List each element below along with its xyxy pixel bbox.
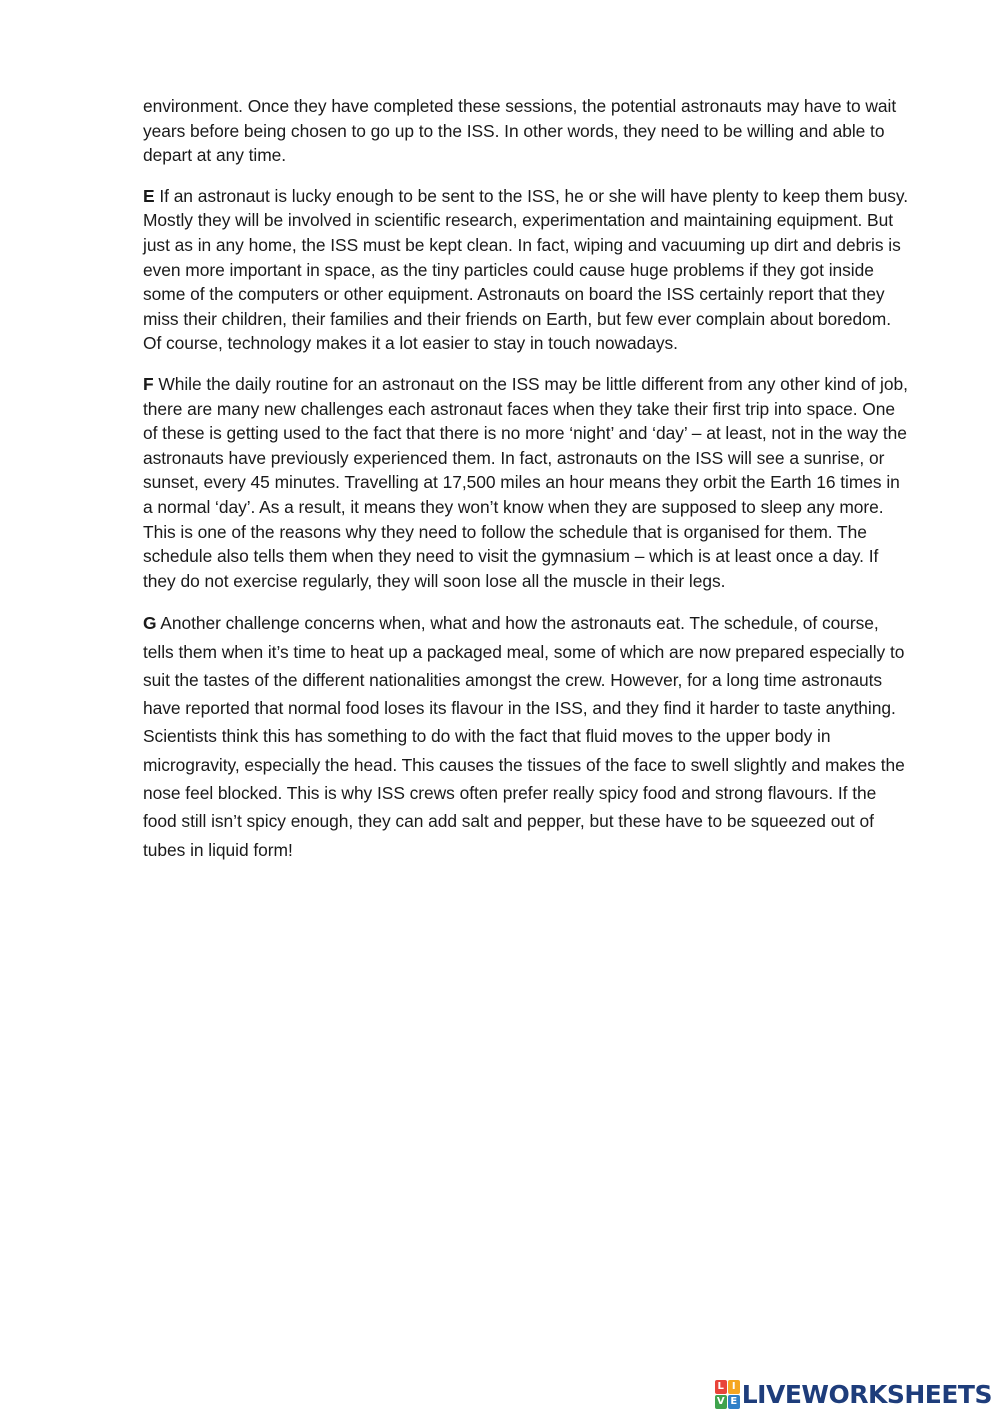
paragraph-text: While the daily routine for an astronaut on the ISS may be little different from any other kind of job, there are many new challenges each astronaut faces when they take their first trip into space. One of these is getting used to the fact that there is no more ‘night’ and ‘day’ – at least, not in the way the astronauts have previously experienced them. In fact, astronauts on the ISS will see a sunrise, or sunset, every 45 minutes. Travelling at 17,500 miles an hour means they orbit the Earth 16 times in a normal ‘day’. As a result, it means they won’t know when they are supposed to sleep any more. This is one of the reasons why they need to follow the schedule that is organised for them. The schedule also tells them when they need to visit the gymnasium – which is at least once a day. If they do not exercise regularly, they will soon lose all the muscle in their legs. — [143, 373, 908, 591]
liveworksheets-watermark[interactable] — [715, 1378, 992, 1410]
logo-letter-v: V — [715, 1395, 727, 1409]
paragraph-f — [143, 372, 913, 593]
paragraph-e — [143, 184, 913, 356]
paragraph-text: If an astronaut is lucky enough to be sent to the ISS, he or she will have plenty to keep them busy. Mostly they will be involved in scientific research, experimentation and maintaining equipment. But just as in any home, the ISS must be kept clean. In fact, wiping and vacuuming up dirt and debris is even more important in space, as the tiny particles could cause huge problems if they got inside some of the computers or other equipment. Astronauts on board the ISS certainly report that they miss their children, their families and their friends on Earth, but few ever complain about boredom. Of course, technology makes it a lot easier to stay in touch nowadays. — [143, 185, 909, 354]
watermark-text: LIVEWORKSHEETS — [741, 1379, 992, 1409]
paragraph-text: environment. Once they have completed these sessions, the potential astronauts may have to wait years before being chosen to go up to the ISS. In other words, they need to be willing and able to depart at any time. — [143, 96, 897, 166]
logo-letter-e: E — [728, 1395, 740, 1409]
logo-letter-i: I — [728, 1380, 740, 1394]
paragraph-text: Another challenge concerns when, what and how the astronauts eat. The schedule, of course, tells them when it’s time to heat up a packaged meal, some of which are now prepared especially to suit the tastes of the different nationalities amongst the crew. However, for a long time astronauts have reported that normal food loses its flavour in the ISS, and they find it harder to taste anything. Scientists think this has something to do with the fact that fluid moves to the upper body in microgravity, especially the head. This causes the tissues of the face to swell slightly and makes the nose feel blocked. This is why ISS crews often prefer really spicy food and strong flavours. If the food still isn’t spicy enough, they can add salt and pepper, but these have to be squeezed out of tubes in liquid form! — [143, 613, 905, 860]
liveworksheets-logo-icon — [715, 1380, 740, 1409]
paragraph-letter: F — [143, 373, 154, 394]
paragraph-continuation — [143, 94, 913, 168]
logo-letter-l: L — [715, 1380, 727, 1394]
paragraph-g — [143, 609, 913, 864]
paragraph-letter: G — [143, 613, 157, 634]
paragraph-letter: E — [143, 185, 155, 206]
document-page — [143, 94, 913, 880]
